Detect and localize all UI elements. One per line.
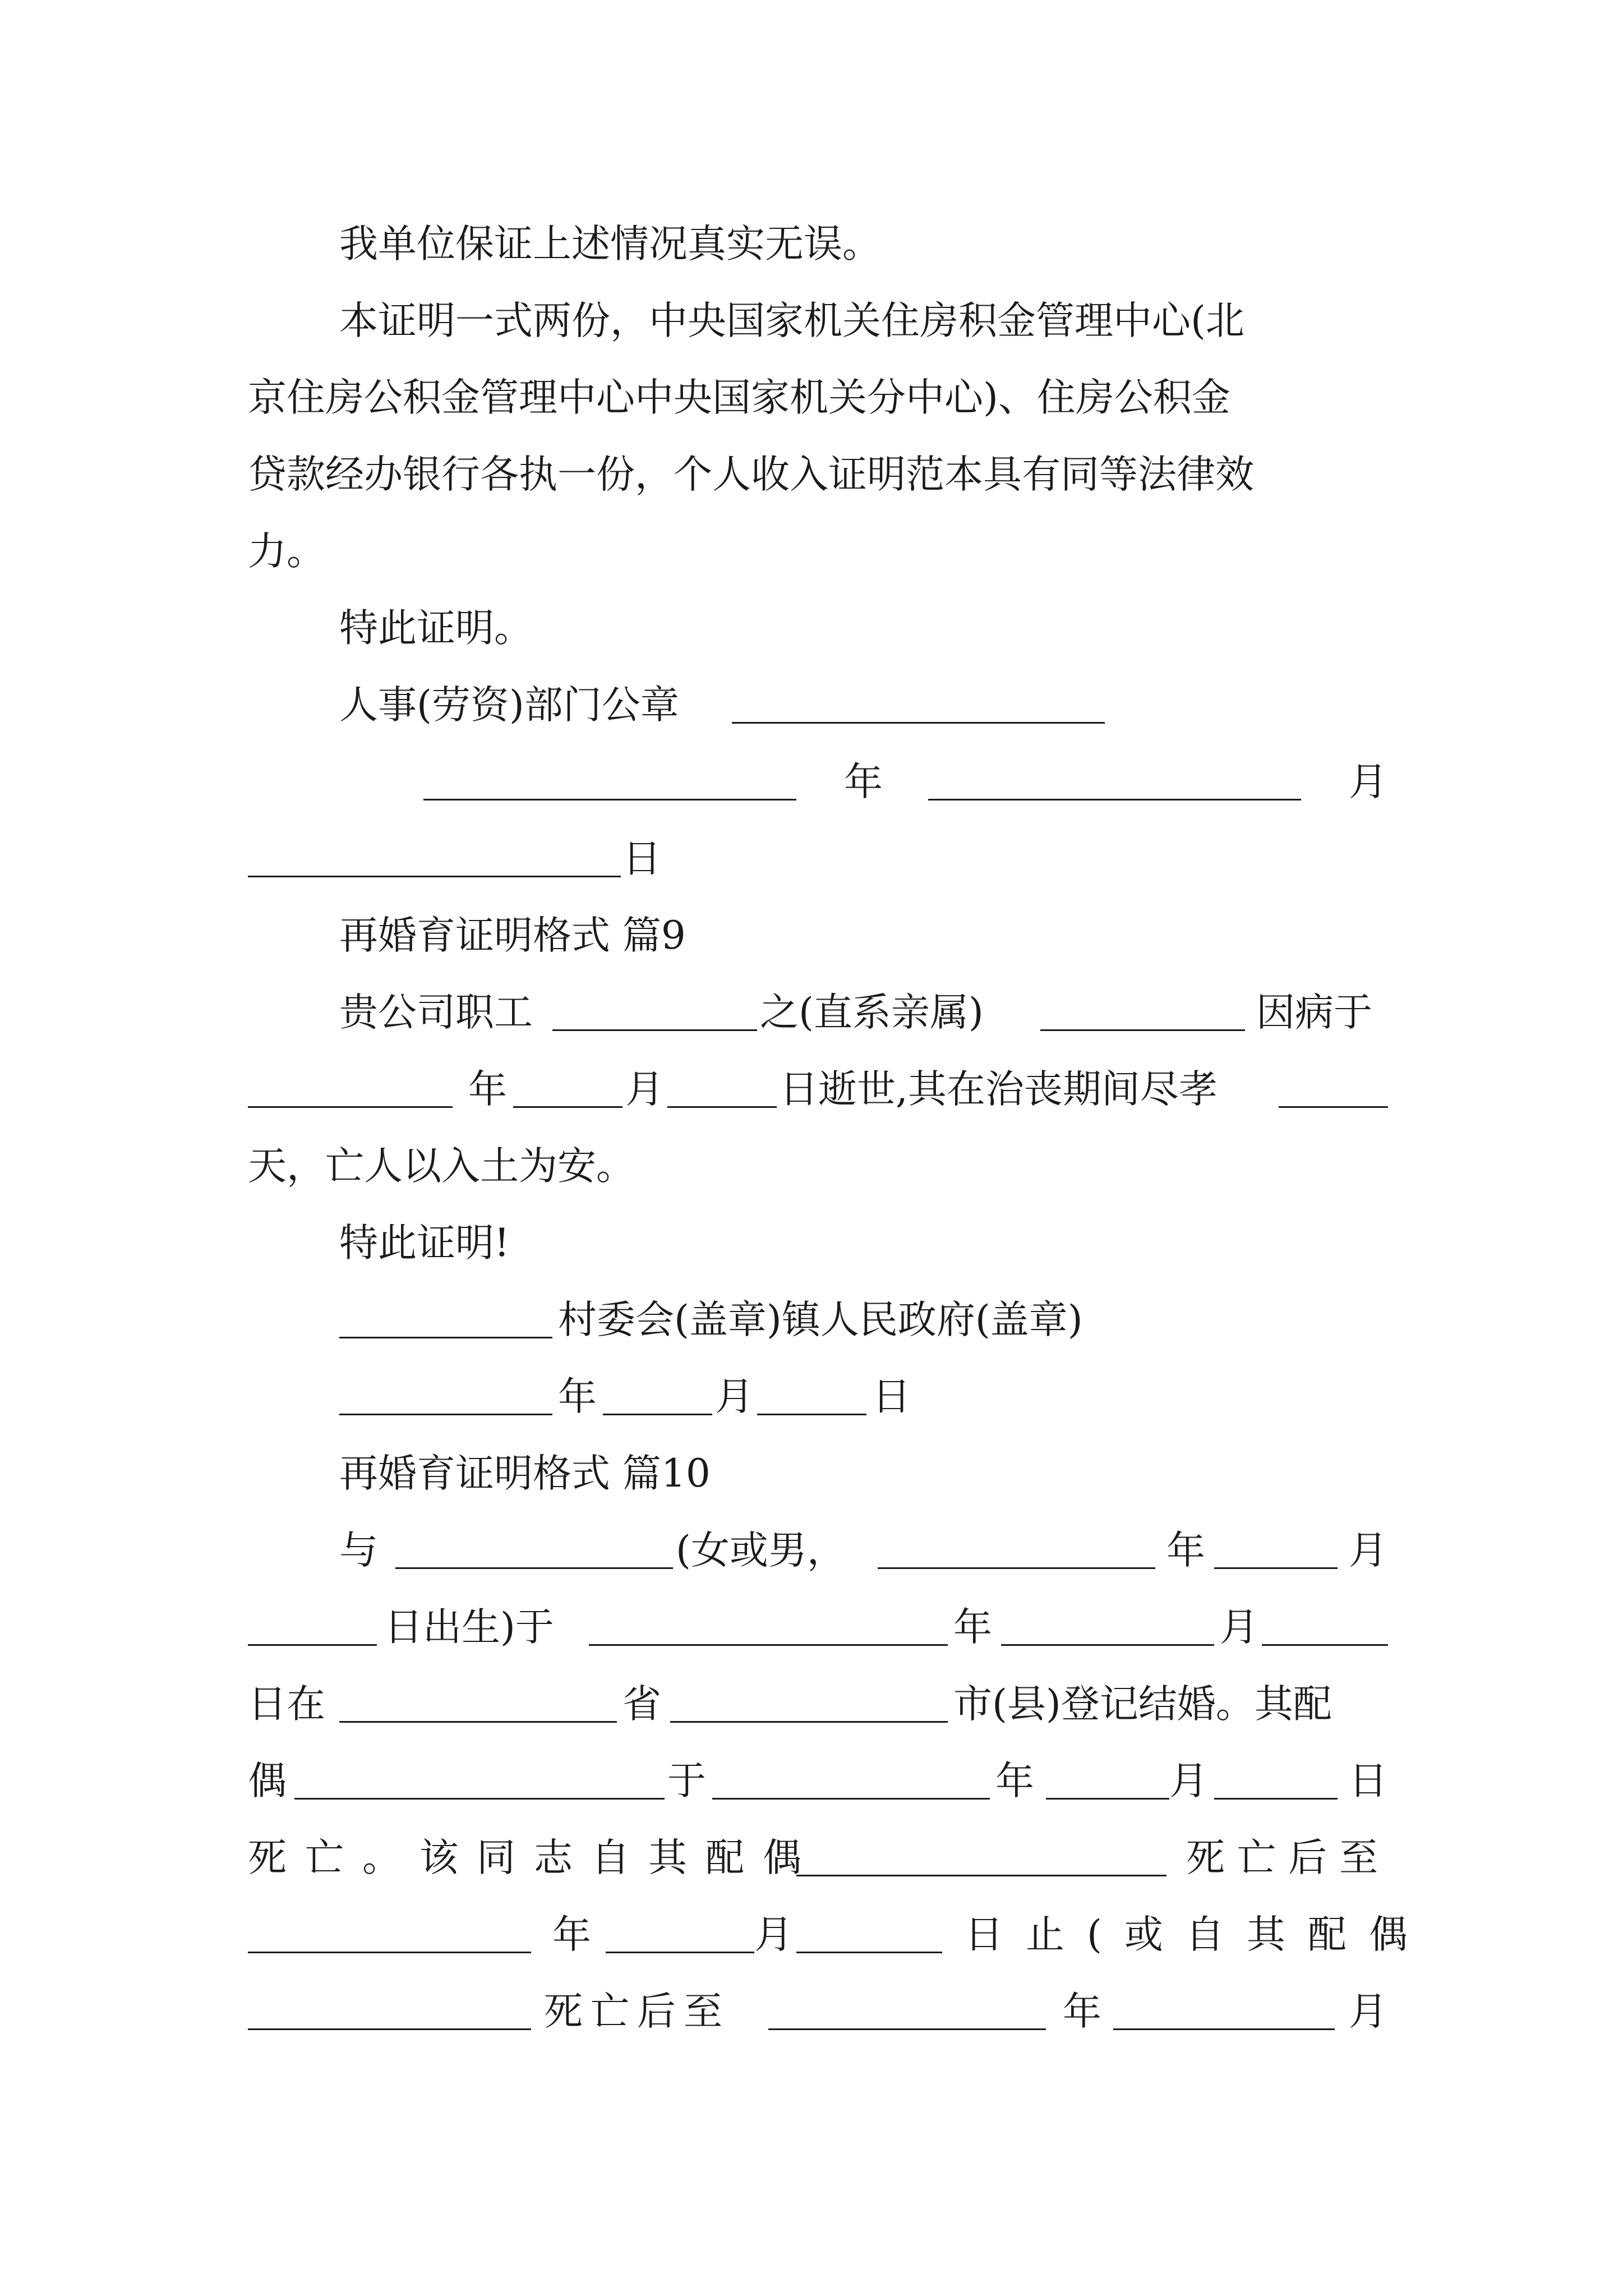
s9-month-blank[interactable] (513, 1106, 623, 1108)
s9-sig-month-label: 月 (715, 1374, 754, 1419)
s9-village-blank[interactable] (339, 1337, 552, 1338)
s10-death-year-label: 年 (995, 1759, 1034, 1803)
copies-text-2: 京住房公积金管理中心中央国家机关分中心)、住房公积金 (248, 375, 1230, 420)
s10-after-death-2-label: 死亡后至 (544, 1989, 730, 2034)
s9-sig-day-label: 日 (872, 1374, 911, 1419)
s9-relative-blank[interactable] (1040, 1029, 1245, 1031)
s10-spouse-name-blank[interactable] (294, 1798, 665, 1800)
s10-until-month-label: 月 (754, 1912, 793, 1957)
seal-label: 人事(劳资)部门公章 (339, 683, 679, 728)
s10-until-year-blank[interactable] (248, 1952, 531, 1953)
s9-day-blank[interactable] (667, 1106, 777, 1108)
s10-born-label: 日出生)于 (384, 1605, 554, 1650)
s9-mourning-days-blank[interactable] (1279, 1106, 1388, 1108)
s9-burial-text: 天，亡人以入土为安。 (248, 1144, 635, 1189)
copies-text-4: 力。 (248, 529, 325, 574)
s10-until-month-blank[interactable] (606, 1952, 754, 1953)
s10-spouse-label: 偶 (248, 1759, 287, 1803)
s9-relative-label: 之(直系亲属) (760, 990, 984, 1035)
s9-year-label: 年 (468, 1067, 507, 1112)
s10-death-day-label: 日 (1349, 1759, 1387, 1803)
s10-marriage-day-blank[interactable] (1262, 1644, 1388, 1646)
s9-illness-label: 因病于 (1256, 990, 1372, 1035)
s10-city-blank[interactable] (670, 1721, 948, 1723)
statement-text: 我单位保证上述情况真实无误。 (339, 222, 881, 266)
s10-on-label: 于 (667, 1759, 706, 1803)
s10-registered-label: 市(县)登记结婚。其配 (953, 1682, 1332, 1727)
s10-spouse2-blank[interactable] (248, 2028, 531, 2030)
s9-closing-text: 特此证明! (339, 1221, 510, 1266)
s10-marriage-month-label: 月 (1220, 1605, 1258, 1650)
s10-name-blank[interactable] (395, 1567, 673, 1569)
s10-until-day-blank[interactable] (796, 1952, 942, 1953)
section-9-title: 再婚育证明格式 篇9 (339, 913, 686, 958)
year-label: 年 (844, 760, 883, 804)
s10-after-death-label: 死亡后至 (1186, 1835, 1390, 1880)
month-label: 月 (1349, 760, 1387, 804)
s10-marriage-year-blank[interactable] (589, 1644, 948, 1646)
s10-to-year-label: 年 (1063, 1989, 1101, 2034)
s9-year-blank[interactable] (248, 1106, 453, 1108)
s10-day-at-label: 日在 (248, 1682, 325, 1727)
day-label: 日 (623, 836, 661, 881)
s9-sig-year-blank[interactable] (339, 1414, 552, 1415)
s10-death-year-blank[interactable] (712, 1798, 990, 1800)
s10-marriage-month-blank[interactable] (1001, 1644, 1214, 1646)
s10-death-month-label: 月 (1169, 1759, 1208, 1803)
s10-birth-month-label: 月 (1349, 1528, 1387, 1573)
s10-until-year-label: 年 (552, 1912, 591, 1957)
s10-to-month-blank[interactable] (1113, 2028, 1335, 2030)
s10-birth-day-blank[interactable] (248, 1644, 377, 1646)
s9-month-label: 月 (625, 1067, 664, 1112)
s10-died-text: 死亡。该同志自其配偶 (248, 1835, 820, 1880)
s10-marriage-year-label: 年 (953, 1605, 992, 1650)
s10-or-since-label: 日止(或自其配偶 (965, 1912, 1430, 1957)
s10-province-blank[interactable] (339, 1721, 617, 1723)
s9-sig-month-blank[interactable] (603, 1414, 712, 1415)
day-blank[interactable] (248, 876, 621, 877)
year-blank[interactable] (423, 799, 796, 800)
s9-sig-year-label: 年 (558, 1374, 597, 1419)
s9-seal-text: 村委会(盖章)镇人民政府(盖章) (558, 1297, 1083, 1342)
section-10-title: 再婚育证明格式 篇10 (339, 1451, 711, 1496)
s10-birth-month-blank[interactable] (1214, 1567, 1338, 1569)
s10-spouse-death-blank[interactable] (796, 1875, 1166, 1876)
s9-sig-day-blank[interactable] (757, 1414, 866, 1415)
copies-text-1: 本证明一式两份，中央国家机关住房积金管理中心(北 (339, 298, 1244, 343)
s9-employee-blank[interactable] (552, 1029, 757, 1031)
s10-birth-year-label: 年 (1166, 1528, 1205, 1573)
copies-text-3: 贷款经办银行各执一份，个人收入证明范本具有同等法律效 (248, 452, 1254, 497)
s10-to-year-blank[interactable] (768, 2028, 1046, 2030)
hereby-certify-text: 特此证明。 (339, 606, 533, 651)
s9-death-label: 日逝世,其在治丧期间尽孝 (780, 1067, 1218, 1112)
s10-death-day-blank[interactable] (1214, 1798, 1338, 1800)
month-blank[interactable] (928, 799, 1301, 800)
seal-blank[interactable] (732, 722, 1105, 724)
s10-province-label: 省 (623, 1682, 661, 1727)
s10-to-month-label: 月 (1349, 1989, 1387, 2034)
s10-death-month-blank[interactable] (1046, 1798, 1169, 1800)
s10-with-label: 与 (339, 1528, 378, 1573)
s10-birth-year-blank[interactable] (878, 1567, 1155, 1569)
s10-gender-label: (女或男， (676, 1528, 846, 1573)
s9-employee-label: 贵公司职工 (339, 990, 533, 1035)
